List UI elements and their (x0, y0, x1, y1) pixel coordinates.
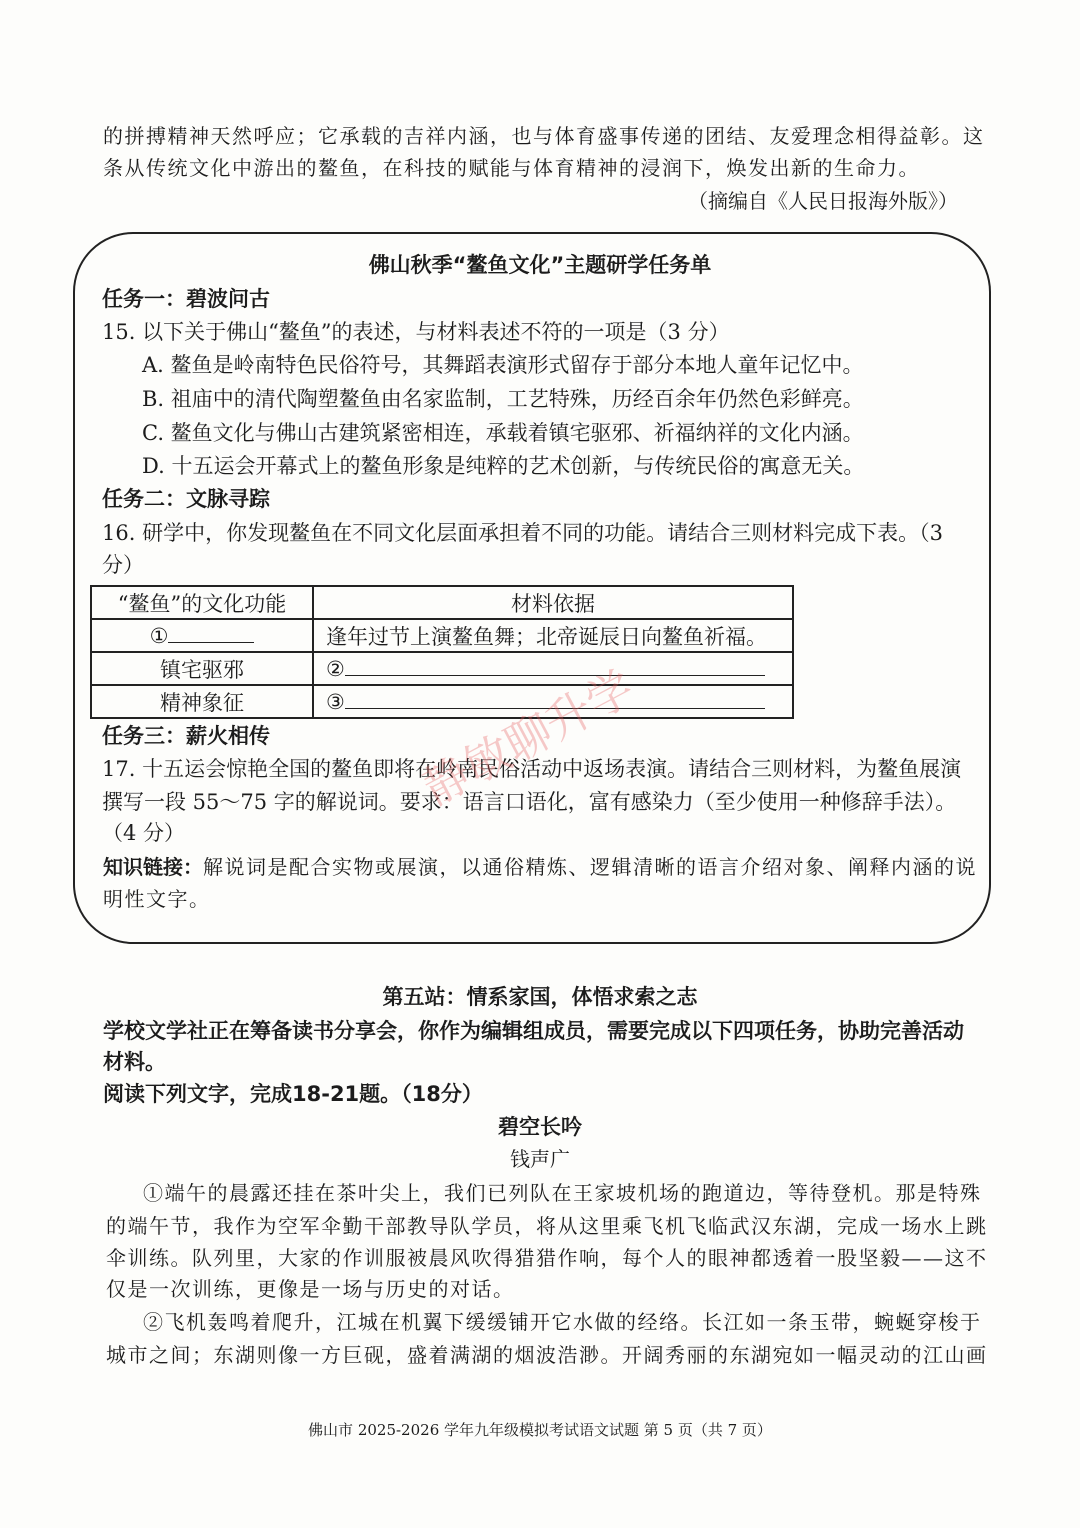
essay-title: 碧空长吟 (498, 1115, 582, 1139)
question-15: 15. 以下关于佛山“鳌鱼”的表述，与材料表述不符的一项是（3 分） (102, 320, 730, 344)
question-16-cont: 分） (102, 553, 144, 577)
answer-blank[interactable] (345, 675, 765, 676)
table-cell: 镇宅驱邪 (91, 652, 313, 685)
knowledge-link (103, 852, 977, 882)
text-line: 条从传统文化中游出的鳌鱼，在科技的赋能与体育精神的浸润下，焕发出新的生命力。 (103, 156, 920, 180)
watermark: 静敏聊升学 (414, 659, 643, 816)
section-title: 第五站：情系家国，体悟求索之志 (382, 985, 698, 1009)
table-header: “鳌鱼”的文化功能 (91, 586, 313, 619)
question-17: 17. 十五运会惊艳全国的鳌鱼即将在岭南民俗活动中返场表演。请结合三则材料，为鳌鱼展演 (102, 757, 962, 781)
table-header: 材料依据 (313, 586, 793, 619)
task2-heading: 任务二：文脉寻踪 (102, 487, 270, 511)
page-footer: 佛山市 2025-2026 学年九年级模拟考试语文试题 第 5 页（共 7 页） (308, 1421, 772, 1439)
paragraph-line: 仅是一次训练，更像是一场与历史的对话。 (106, 1277, 515, 1301)
knowledge-label: 知识链接： (103, 855, 203, 879)
task1-heading: 任务一：碧波问古 (102, 287, 270, 311)
table-row (91, 685, 793, 718)
question-17-cont: 撰写一段 55～75 字的解说词。要求：语言口语化，富有感染力（至少使用一种修辞手法）。 (102, 790, 957, 814)
function-table (90, 585, 794, 719)
table-cell: 逢年过节上演鳌鱼舞；北帝诞辰日向鳌鱼祈福。 (313, 619, 793, 652)
paragraph-line: ①端午的晨露还挂在茶叶尖上，我们已列队在王家坡机场的跑道边，等待登机。那是特殊 (143, 1181, 982, 1205)
cell-text: ③ (326, 689, 345, 714)
answer-blank[interactable] (168, 642, 254, 643)
question-16: 16. 研学中，你发现鳌鱼在不同文化层面承担着不同的功能。请结合三则材料完成下表。（3 (102, 521, 943, 545)
text-line: 的拼搏精神天然呼应；它承载的吉祥内涵，也与体育盛事传递的团结、友爱理念相得益彰。这 (103, 124, 985, 148)
table-cell: 精神象征 (91, 685, 313, 718)
knowledge-text: 解说词是配合实物或展演，以通俗精炼、逻辑清晰的语言介绍对象、阐释内涵的说 (203, 855, 977, 879)
task-sheet-title: 佛山秋季“鳌鱼文化”主题研学任务单 (368, 253, 712, 277)
intro-text-cont: 材料。 (103, 1050, 166, 1074)
option-d: D. 十五运会开幕式上的鳌鱼形象是纯粹的艺术创新，与传统民俗的寓意无关。 (142, 454, 865, 478)
question-17-score: （4 分） (102, 821, 186, 845)
knowledge-text-cont: 明性文字。 (103, 887, 211, 911)
cell-text: ① (149, 623, 169, 648)
table-cell (313, 652, 793, 685)
paragraph-line: ②飞机轰鸣着爬升，江城在机翼下缓缓铺开它水做的经络。长江如一条玉带，蜿蜒穿梭于 (143, 1310, 982, 1334)
essay-author: 钱声广 (510, 1147, 570, 1171)
paragraph-line: 伞训练。队列里，大家的作训服被晨风吹得猎猎作响，每个人的眼神都透着一股坚毅——这不 (106, 1246, 988, 1270)
reading-instruction: 阅读下列文字，完成18-21题。（18分） (103, 1082, 483, 1106)
cell-text: ② (326, 656, 345, 681)
table-row (91, 652, 793, 685)
option-b: B. 祖庙中的清代陶塑鳌鱼由名家监制，工艺特殊，历经百余年仍然色彩鲜亮。 (142, 387, 864, 411)
paragraph-line: 的端午节，我作为空军伞勤干部教导队学员，将从这里乘飞机飞临武汉东湖，完成一场水上跳 (106, 1214, 988, 1238)
task3-heading: 任务三：薪火相传 (102, 724, 270, 748)
table-row (91, 619, 793, 652)
paragraph-line: 城市之间；东湖则像一方巨砚，盛着满湖的烟波浩渺。开阔秀丽的东湖宛如一幅灵动的江山画 (106, 1343, 988, 1367)
option-a: A. 鳌鱼是岭南特色民俗符号，其舞蹈表演形式留存于部分本地人童年记忆中。 (142, 353, 864, 377)
table-header-row (91, 586, 793, 619)
table-cell (91, 619, 313, 652)
option-c: C. 鳌鱼文化与佛山古建筑紧密相连，承载着镇宅驱邪、祈福纳祥的文化内涵。 (142, 421, 864, 445)
source-citation: （摘编自《人民日报海外版》） (688, 189, 958, 213)
intro-text: 学校文学社正在筹备读书分享会，你作为编辑组成员，需要完成以下四项任务，协助完善活动 (103, 1019, 964, 1043)
